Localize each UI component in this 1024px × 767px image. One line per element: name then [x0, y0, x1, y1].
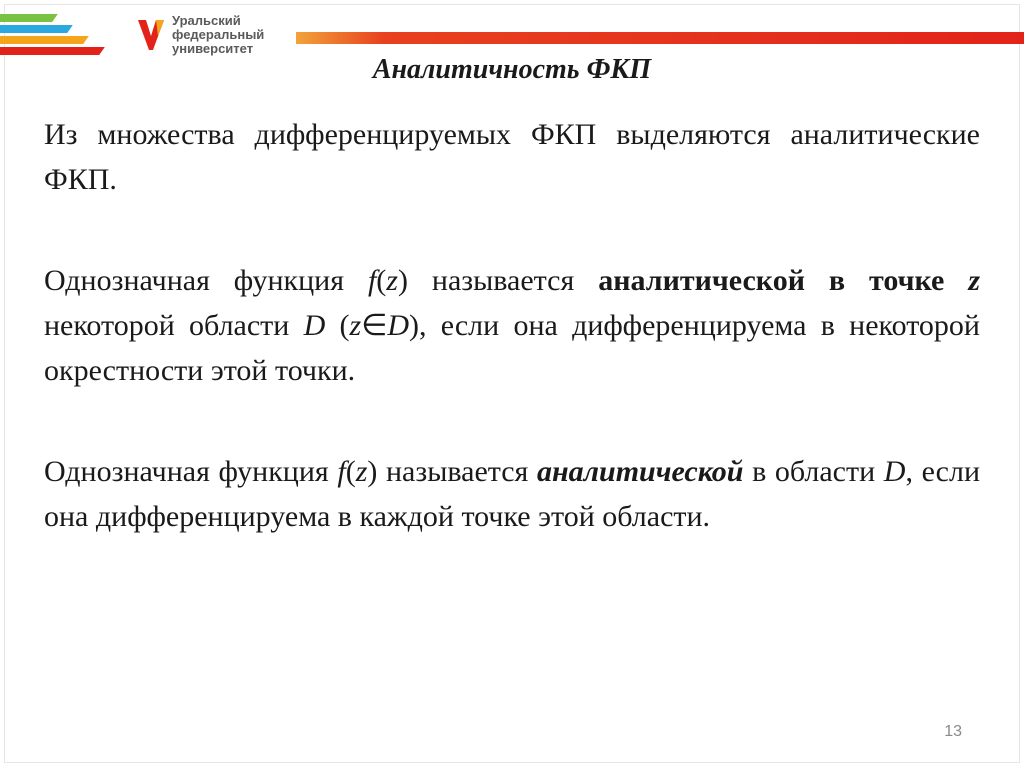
slide-title: Аналитичность ФКП [372, 54, 652, 85]
stripe-blue [0, 25, 73, 33]
term-analytic-in-domain: аналитической [536, 455, 744, 488]
header-red-bar [296, 32, 1024, 44]
stripe-orange [0, 36, 89, 44]
logo-line-1: Уральский [172, 13, 241, 28]
paragraph-intro: Из множества дифференцируемых ФКП выделяются аналитические ФКП. [44, 118, 980, 196]
logo-line-2: федеральный [172, 27, 265, 42]
term-analytic-at-point: аналитической в точке [598, 264, 969, 297]
university-logo-icon [136, 16, 166, 56]
university-logo-text [172, 14, 264, 56]
logo-line-3: университет [172, 41, 254, 56]
stripe-green [0, 14, 58, 22]
paragraph-analytic-at-point: Однозначная функция f(z) называется аналитической в точке z некоторой области D (z∈D), если она дифференцируема в некоторой окрестности этой точки. [44, 264, 980, 387]
slide-body [44, 112, 980, 539]
paragraph-analytic-in-domain: Однозначная функция f(z) называется аналитической в области D, если она дифференцируема в каждой точке этой области. [44, 455, 980, 533]
page-number: 13 [944, 723, 962, 740]
